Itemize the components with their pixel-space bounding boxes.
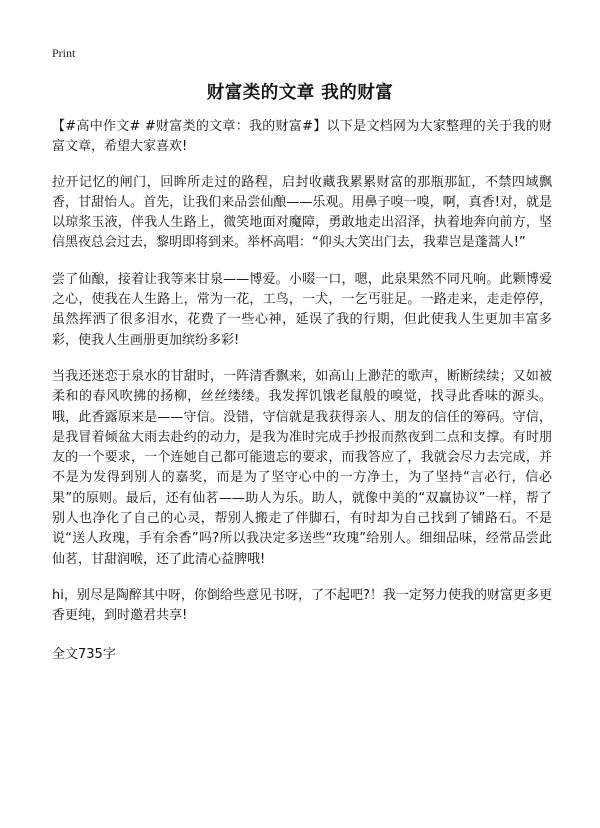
article-body	[52, 117, 552, 665]
print-label: Print	[52, 46, 76, 60]
paragraph-2: 尝了仙酿，接着让我等来甘泉——博爱。小啜一口，嗯，此泉果然不同凡响。此颗博爱之心，使我在人生路上，常为一花，工鸟，一犬，一乞丐驻足。一路走来，走走停停，虽然挥洒了很多泪水，花费了一些心神，延误了我的行期，但此使我人生更加丰富多彩，使我人生画册更加缤纷多彩!	[52, 271, 552, 348]
page-title: 财富类的文章 我的财富	[206, 83, 394, 103]
paragraph-4: hi，别尽是陶醉其中呀，你倒给些意见书呀，了不起吧?！我一定努力使我的财富更多更香更纯，到时邀君共享!	[52, 587, 552, 624]
word-count: 全文735字	[52, 646, 116, 662]
paragraph-1: 拉开记忆的闸门，回眸所走过的路程，启封收藏我累累财富的那瓶那缸，不禁四域飘香，甘甜怡人。首先，让我们来品尝仙酿——乐观。用鼻子嗅一嗅，啊，真香!对，就是以琼浆玉液，伴我人生路上，微笑地面对魔障，勇敢地走出沼泽，执着地奔向前方，坚信黑夜总会过去，黎明即将到来。举杯高唱：“仰头大笑出门去，我辈岂是蓬蒿人!”	[52, 174, 552, 251]
intro-paragraph: 【#高中作文# #财富类的文章：我的财富#】以下是文档网为大家整理的关于我的财富文章，希望大家喜欢!	[52, 119, 552, 155]
paragraph-3: 当我还迷恋于泉水的甘甜时，一阵清香飘来，如高山上渺茫的歌声，断断续续；又如被柔和的春风吹拂的扬柳，丝丝缕缕。我发挥饥饿老鼠般的嗅觉，找寻此香味的源头。哦，此香露原来是——守信。没错，守信就是我获得亲人、朋友的信任的筹码。守信，是我冒着倾盆大雨去赴约的动力，是我为准时完成手抄报而熬夜到二点和支撑。有时朋友的一个要求，一个连她自己都可能遗忘的要求，而我答应了，我就会尽力去完成，并不是为发得到别人的嘉奖，而是为了坚守心中的一方净土，为了坚持“言必行，信必果”的原则。最后，还有仙茗——助人为乐。助人，就像中美的“双赢协议”一样，帮了别人也净化了自己的心灵，帮别人搬走了伴脚石，有时却为自己找到了铺路石。不是说“送人玫瑰，手有余香”吗?所以我决定多送些“玫瑰”给别人。细细品味，经常品尝此仙茗，甘甜润喉，还了此清心益脾哦!	[52, 368, 552, 567]
